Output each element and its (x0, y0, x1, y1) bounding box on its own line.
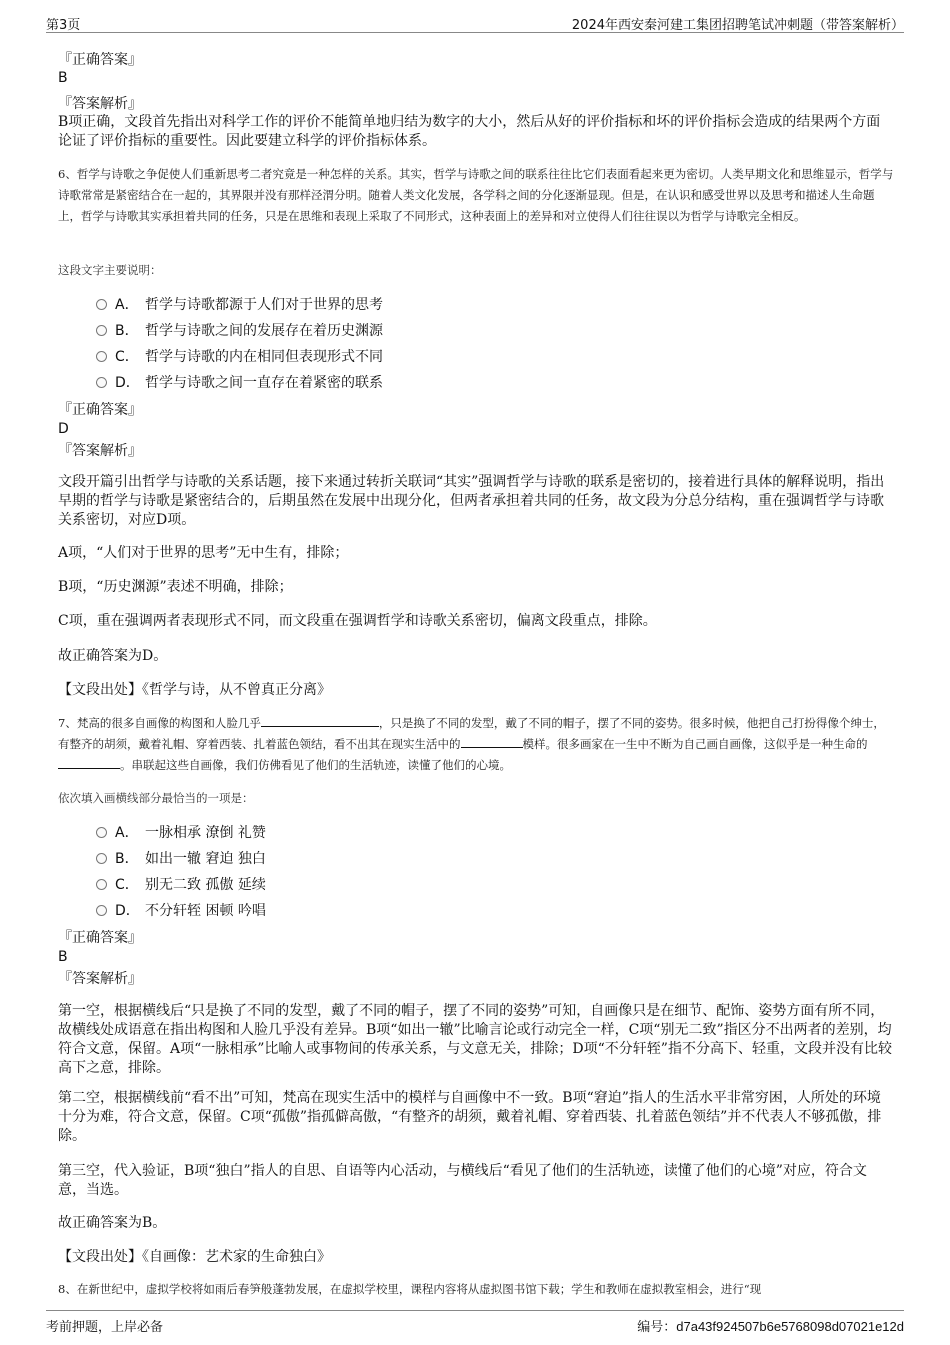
radio-icon[interactable] (96, 853, 107, 864)
correct-answer-label: 『正确答案』 (58, 52, 142, 68)
correct-answer-value: B (58, 70, 68, 86)
page-number: 第3页 (46, 18, 81, 33)
footer-slogan: 考前押题，上岸必备 (46, 1320, 164, 1335)
option-c[interactable]: C． 哲学与诗歌的内在相同但表现形式不同 (96, 346, 383, 368)
page-header (46, 12, 904, 33)
analysis-paragraph: C项，重在强调两者表现形式不同，而文段重在强调哲学和诗歌关系密切，偏离文段重点，排除。 (58, 613, 657, 629)
question-stem: 7、梵高的很多自画像的构图和人脸几乎 ，只是换了不同的发型，戴了不同的帽子，摆了不同的姿势。很多时候，他把自己打扮得像个绅士，有整齐的胡须，戴着礼帽、穿着西装、扎着蓝色领结，看不出其在现实生活中的 模样。很多画家在一生中不断为自己画自画像，这似乎是一种生命的。串联起这些自画像，我们仿佛看见了他们的生活轨迹，读懂了他们的心境。 (58, 716, 885, 772)
option-a[interactable]: A． 哲学与诗歌都源于人们对于世界的思考 (96, 294, 383, 316)
analysis-paragraph: 故正确答案为B。 (58, 1215, 167, 1231)
question-stem: 8、在新世纪中，虚拟学校将如雨后春笋般蓬勃发展，在虚拟学校里，课程内容将从虚拟图书馆下载；学生和教师在虚拟教室相会，进行“现 (58, 1282, 762, 1296)
radio-icon[interactable] (96, 325, 107, 336)
fill-blank (461, 735, 523, 748)
radio-icon[interactable] (96, 879, 107, 890)
question-stem: 6、哲学与诗歌之争促使人们重新思考二者究竟是一种怎样的关系。其实，哲学与诗歌之间的联系往往比它们表面看起来更为密切。人类早期文化和思维显示，哲学与诗歌常常是紧密结合在一起的，其界限并没有那样泾渭分明。随着人类文化发展，各学科之间的分化逐渐显现。但是，在认识和感受世界以及思考和描述人生命题上，哲学与诗歌其实承担着共同的任务，只是在思维和表现上采取了不同形式，这种表面上的差异和对立使得人们往往误以为哲学与诗歌完全相反。 (58, 167, 894, 223)
radio-icon[interactable] (96, 827, 107, 838)
analysis-label: 『答案解析』 (58, 971, 142, 987)
question-prompt: 这段文字主要说明： (58, 263, 162, 277)
option-b[interactable]: B． 如出一辙 窘迫 独白 (96, 848, 266, 870)
option-d[interactable]: D． 哲学与诗歌之间一直存在着紧密的联系 (96, 372, 383, 394)
analysis-paragraph: 第一空，根据横线后“只是换了不同的发型，戴了不同的帽子，摆了不同的姿势”可知，自画像只是在细节、配饰、姿势方面有所不同，故横线处成语意在指出构图和人脸几乎没有差异。B项“如出一辙”比喻言论或行动完全一样，C项“别无二致”指区分不出两者的差别，均符合文意，保留。A项“一脉相承”比喻人或事物间的传承关系，与文意无关，排除；D项“不分轩轾”指不分高下、轻重，文段并没有比较高下之意，排除。 (58, 1003, 892, 1076)
fill-blank (58, 756, 120, 769)
analysis-paragraph: A项，“人们对于世界的思考”无中生有，排除； (58, 545, 349, 561)
analysis-label: 『答案解析』 (58, 96, 142, 112)
document-code: 编号：d7a43f924507b6e5768098d07021e12d (637, 1319, 904, 1335)
radio-icon[interactable] (96, 351, 107, 362)
radio-icon[interactable] (96, 905, 107, 916)
analysis-paragraph: B项，“历史渊源”表述不明确，排除； (58, 579, 293, 595)
source-citation: 【文段出处】《哲学与诗，从不曾真正分离》 (58, 682, 331, 698)
analysis-paragraph: 故正确答案为D。 (58, 648, 168, 664)
option-a[interactable]: A． 一脉相承 潦倒 礼赞 (96, 822, 266, 844)
analysis-text: B项正确，文段首先指出对科学工作的评价不能简单地归结为数字的大小，然后从好的评价指标和坏的评价指标会造成的结果两个方面论证了评价指标的重要性。因此要建立科学的评价指标体系。 (58, 114, 881, 149)
correct-answer-value: D (58, 421, 69, 437)
analysis-paragraph: 文段开篇引出哲学与诗歌的关系话题，接下来通过转折关联词“其实”强调哲学与诗歌的联系是密切的，接着进行具体的解释说明，指出早期的哲学与诗歌是紧密结合的，后期虽然在发展中出现分化，但两者承担着共同的任务，故文段为分总分结构，重在强调哲学与诗歌关系密切，对应D项。 (58, 474, 885, 528)
option-b[interactable]: B． 哲学与诗歌之间的发展存在着历史渊源 (96, 320, 383, 342)
analysis-label: 『答案解析』 (58, 443, 142, 459)
radio-icon[interactable] (96, 299, 107, 310)
analysis-paragraph: 第二空，根据横线前“看不出”可知，梵高在现实生活中的模样与自画像中不一致。B项“窘迫”指人的生活水平非常穷困，人所处的环境十分为难，符合文意，保留。C项“孤傲”指孤僻高傲，“有整齐的胡须，戴着礼帽、穿着西装、扎着蓝色领结”并不代表人不够孤傲，排除。 (58, 1090, 882, 1144)
document-title: 2024年西安秦河建工集团招聘笔试冲刺题（带答案解析） (571, 18, 904, 33)
correct-answer-label: 『正确答案』 (58, 930, 142, 946)
correct-answer-label: 『正确答案』 (58, 402, 142, 418)
page-footer (46, 1310, 904, 1335)
option-d[interactable]: D． 不分轩轾 困顿 吟唱 (96, 900, 266, 922)
correct-answer-value: B (58, 949, 68, 965)
fill-blank (261, 714, 379, 727)
question-prompt: 依次填入画横线部分最恰当的一项是： (58, 791, 254, 805)
analysis-paragraph: 第三空，代入验证，B项“独白”指人的自思、自语等内心活动，与横线后“看见了他们的生活轨迹，读懂了他们的心境”对应，符合文意，当选。 (58, 1163, 867, 1198)
option-c[interactable]: C． 别无二致 孤傲 延续 (96, 874, 266, 896)
radio-icon[interactable] (96, 377, 107, 388)
source-citation: 【文段出处】《自画像：艺术家的生命独白》 (58, 1249, 331, 1265)
